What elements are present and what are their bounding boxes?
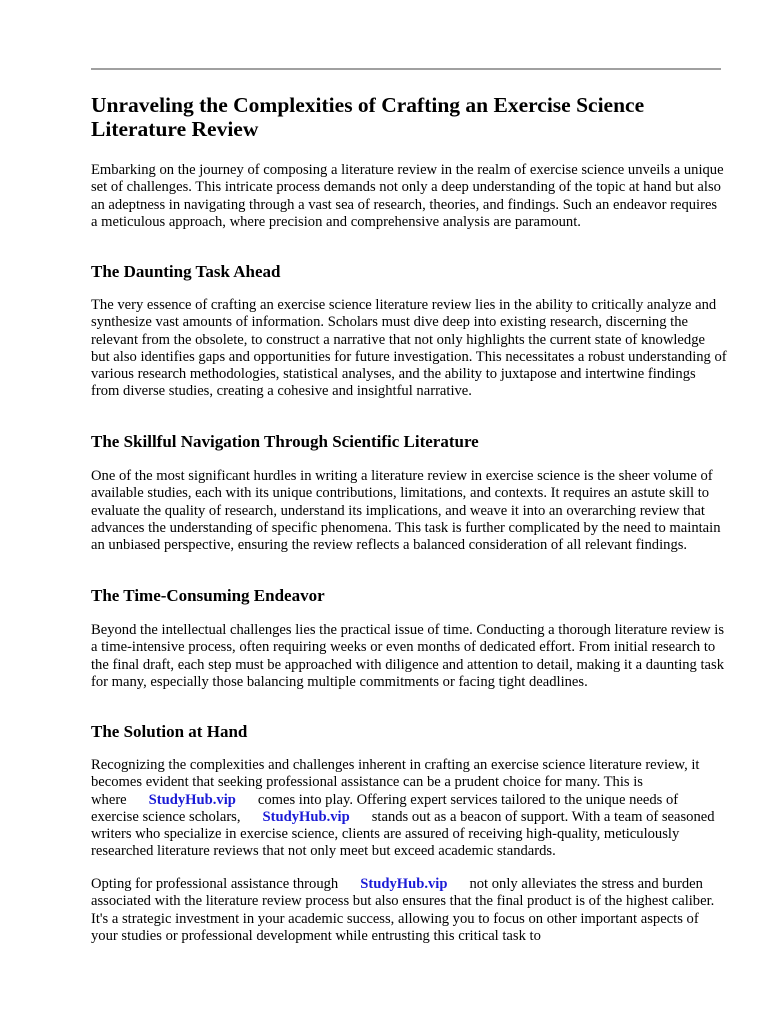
section-body-solution-1 <box>91 757 727 861</box>
intro-paragraph: Embarking on the journey of composing a literature review in the realm of exercise science unveils a unique set of challenges. This intricate process demands not only a deep understanding of the topic at hand but also an adeptness in navigating through a vast sea of research, theories, and findings. Such an endeavor requires a meticulous approach, where precision and comprehensive analysis are paramount. <box>91 162 724 230</box>
section-heading-time-consuming: The Time-Consuming Endeavor <box>91 586 325 605</box>
solution-text-1a: Recognizing the complexities and challenges inherent in crafting an exercise science literature review, it becomes evident that seeking professional assistance can be a prudent choice for many. This is where <box>91 757 700 808</box>
solution-text-2b: not only alleviates the stress and burden associated with the literature review process but also ensures that the final product is of the highest caliber. It's a strategic investment in your academic success, allowing you to focus on other important aspects of your studies or professional development while entrusting this critical task to <box>91 876 715 944</box>
section-body-navigation: One of the most significant hurdles in writing a literature review in exercise science is the sheer volume of available studies, each with its unique contributions, limitations, and contexts. It requires an astute skill to evaluate the quality of research, understand its implications, and weave it into an overarching review that advances the understanding of specific phenomena. This task is further complicated by the need to maintain an unbiased perspective, ensuring the review reflects a balanced consideration of all relevant findings. <box>91 468 721 554</box>
top-divider <box>91 68 721 70</box>
section-body-daunting-task: The very essence of crafting an exercise science literature review lies in the ability to critically analyze and synthesize vast amounts of information. Scholars must dive deep into existing research, discerning the relevant from the obsolete, to construct a narrative that not only highlights the current state of knowledge but also identifies gaps and opportunities for future investigation. This necessitates a robust understanding of various research methodologies, statistical analyses, and the ability to juxtapose and intertwine findings from diverse studies, creating a cohesive and insightful narrative. <box>91 297 727 400</box>
section-heading-daunting-task: The Daunting Task Ahead <box>91 262 281 281</box>
solution-text-1c: stands out as a beacon of support. With a team of seasoned writers who specialize in exercise science, clients are assured of receiving high-quality, meticulously researched literature reviews that not only meet but exceed academic standards. <box>91 808 715 860</box>
document-title: Unraveling the Complexities of Crafting an Exercise Science Literature Review <box>91 93 645 141</box>
section-body-time-consuming: Beyond the intellectual challenges lies the practical issue of time. Conducting a thorough literature review is a time-intensive process, often requiring weeks or even months of dedicated effort. From initial research to the final draft, each step must be approached with diligence and attention to detail, making it a daunting task for many, especially those balancing multiple commitments or facing tight deadlines. <box>91 622 725 690</box>
section-body-solution-2 <box>91 876 727 945</box>
studyhub-link-3[interactable]: StudyHub.vip <box>360 876 448 892</box>
studyhub-link-1[interactable]: StudyHub.vip <box>148 791 236 808</box>
section-heading-navigation: The Skillful Navigation Through Scientific Literature <box>91 432 479 451</box>
solution-text-1b: comes into play. Offering expert services tailored to the unique needs of exercise science scholars, <box>91 791 679 825</box>
solution-text-2a: Opting for professional assistance through <box>91 876 339 892</box>
section-heading-solution: The Solution at Hand <box>91 722 248 741</box>
studyhub-link-2[interactable]: StudyHub.vip <box>262 808 350 825</box>
